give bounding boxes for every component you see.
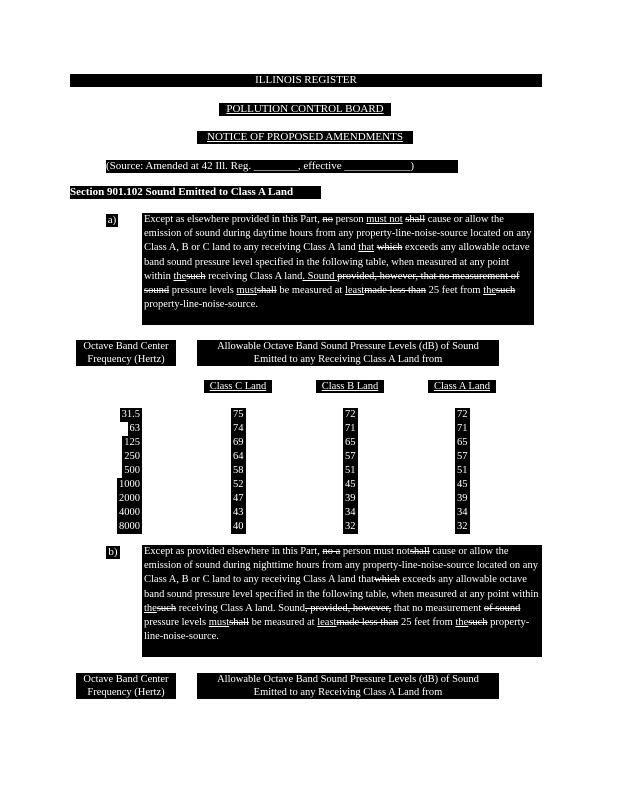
class-c-cell: 74: [233, 423, 244, 434]
table-a-level-header: Allowable Octave Band Sound Pressure Levels (dB) of Sound Emitted to any Receiving Class A Land from: [197, 340, 499, 366]
para-a-marker: a): [107, 214, 117, 226]
class-c-cell: 75: [233, 409, 244, 420]
board-title: POLLUTION CONTROL BOARD: [219, 103, 391, 116]
class-c-header: Class C Land: [204, 380, 272, 393]
class-b-cell: 72: [345, 409, 356, 420]
class-a-cell: 45: [457, 479, 468, 490]
notice-title: NOTICE OF PROPOSED AMENDMENTS: [197, 131, 413, 144]
freq-column: [112, 408, 142, 534]
class-a-cell: 34: [457, 507, 468, 518]
class-c-cell: 64: [233, 451, 244, 462]
section-title: Section 901.102 Sound Emitted to Class A Land: [70, 186, 321, 199]
class-b-cell: 51: [345, 465, 356, 476]
freq-cell: 4000: [119, 507, 140, 518]
class-c-cell: 47: [233, 493, 244, 504]
freq-cell: 250: [124, 451, 140, 462]
freq-cell: 8000: [119, 521, 140, 532]
class-b-cell: 34: [345, 507, 356, 518]
class-b-cell: 71: [345, 423, 356, 434]
class-c-cell: 58: [233, 465, 244, 476]
freq-cell: 2000: [119, 493, 140, 504]
para-b-marker: b): [106, 546, 120, 559]
freq-cell: 31.5: [121, 409, 140, 420]
table-a-freq-header: Octave Band Center Frequency (Hertz): [76, 340, 176, 366]
class-a-cell: 71: [457, 423, 468, 434]
source-note: (Source: Amended at 42 Ill. Reg. ________, effective ____________): [106, 160, 458, 173]
freq-cell: 125: [124, 437, 140, 448]
table-b-freq-header: Octave Band Center Frequency (Hertz): [76, 673, 176, 699]
class-a-cell: 39: [457, 493, 468, 504]
class-a-header: Class A Land: [428, 380, 496, 393]
class-b-cell: 45: [345, 479, 356, 490]
class-b-cell: 39: [345, 493, 356, 504]
class-a-column: [455, 408, 470, 534]
class-a-cell: 57: [457, 451, 468, 462]
class-b-column: [343, 408, 358, 534]
register-title: ILLINOIS REGISTER: [255, 74, 357, 86]
class-c-cell: 43: [233, 507, 244, 518]
class-c-cell: 40: [233, 521, 244, 532]
class-b-cell: 57: [345, 451, 356, 462]
class-c-cell: 69: [233, 437, 244, 448]
class-b-header: Class B Land: [316, 380, 384, 393]
register-header-bar: [70, 74, 542, 87]
freq-cell: 63: [129, 423, 140, 434]
class-c-cell: 52: [233, 479, 244, 490]
class-a-cell: 51: [457, 465, 468, 476]
freq-cell: 1000: [119, 479, 140, 490]
freq-cell: 500: [124, 465, 140, 476]
class-a-cell: 65: [457, 437, 468, 448]
class-a-cell: 32: [457, 521, 468, 532]
table-b-level-header: Allowable Octave Band Sound Pressure Levels (dB) of Sound Emitted to any Receiving Class A Land from: [197, 673, 499, 699]
class-c-column: [231, 408, 246, 534]
para-a-text: Except as elsewhere provided in this Part, no person must not shall cause or allow the emission of sound during daytime hours from any property-line-noise-source located on any Class A, B or C land to any receiving Class A land that which exceeds any allowable octave band sound pressure level specified in the following table, when measured at any point within thesuch receiving Class A land. Sound provided, however, that no measurement of sound pressure levels mustshall be measured at leastmade less than 25 feet from thesuch property-line-noise-source.: [142, 213, 534, 325]
class-b-cell: 65: [345, 437, 356, 448]
para-b-text: Except as provided elsewhere in this Part, no a person must notshall cause or allow the emission of sound during nighttime hours from any property-line-noise-source located on any Class A, B or C land to any receiving Class A land thatwhich exceeds any allowable octave band sound pressure level specified in the following table, when measured at any point within thesuch receiving Class A land. Sound, provided, however, that no measurement of sound pressure levels mustshall be measured at leastmade less than 25 feet from thesuch property-line-noise-source.: [142, 545, 542, 657]
class-b-cell: 32: [345, 521, 356, 532]
class-a-cell: 72: [457, 409, 468, 420]
